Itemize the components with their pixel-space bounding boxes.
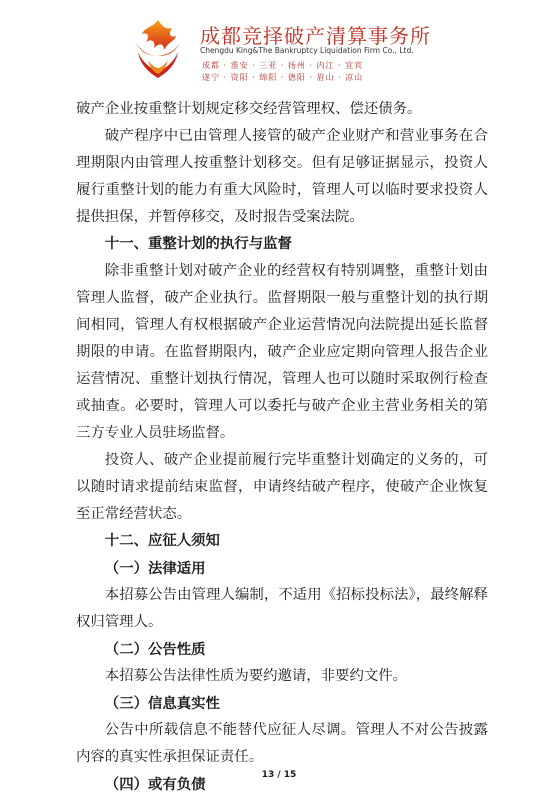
- document-body: [76, 96, 488, 798]
- paragraph: 投资人、破产企业提前履行完毕重整计划确定的义务的，可以随时请求提前结束监督，申请终结破产程序，使破产企业恢复至正常经营状态。: [76, 452, 488, 522]
- firm-name: 成都竞择破产清算事务所: [200, 24, 431, 48]
- subsection-heading: （一）法律适用: [104, 560, 206, 577]
- paragraph: 本招募公告法律性质为要约邀请，非要约文件。: [104, 668, 408, 684]
- firm-name-en: Chengdu King&The Bankruptcy Liquidation Firm Co., Ltd.: [200, 46, 414, 55]
- subsection-heading: （四）或有负债: [104, 776, 206, 793]
- paragraph: 本招募公告由管理人编制，不适用《招标投标法》，最终解释权归管理人。: [76, 587, 488, 630]
- branch-cities-line-1: 成都 · 淮安 · 三亚 · 扬州 · 内江 · 宜宾: [202, 61, 364, 70]
- paragraph: 破产程序中已由管理人接管的破产企业财产和营业事务在合理期限内由管理人按重整计划移交。但有足够证据显示，投资人履行重整计划的能力有重大风险时，管理人可以临时要求投资人提供担保，并暂停移交，及时报告受案法院。: [76, 128, 488, 225]
- section-heading: 十二、应征人须知: [104, 533, 220, 549]
- section-heading: 十一、重整计划的执行与监督: [104, 236, 292, 252]
- phoenix-logo-icon: [130, 16, 186, 82]
- subsection-heading: （三）信息真实性: [104, 695, 220, 712]
- paragraph: 除非重整计划对破产企业的经营权有特别调整，重整计划由管理人监督，破产企业执行。监督期限一般与重整计划的执行期间相同，管理人有权根据破产企业运营情况向法院提出延长监督期限的申请。在监督期限内，破产企业应定期向管理人报告企业运营情况、重整计划执行情况，管理人也可以随时采取例行检查或抽查。必要时，管理人可以委托与破产企业主营业务相关的第三方专业人员驻场监督。: [76, 263, 488, 441]
- branch-cities-line-2: 遂宁 · 资阳 · 绵阳 · 德阳 · 眉山 · 凉山: [202, 73, 364, 82]
- paragraph: 公告中所载信息不能替代应征人尽调。管理人不对公告披露内容的真实性承担保证责任。: [76, 722, 488, 765]
- subsection-heading: （二）公告性质: [104, 641, 206, 658]
- paragraph: 破产企业按重整计划规定移交经营管理权、偿还债务。: [76, 101, 422, 117]
- page-number: 13 / 15: [261, 770, 297, 780]
- letterhead: [130, 16, 450, 86]
